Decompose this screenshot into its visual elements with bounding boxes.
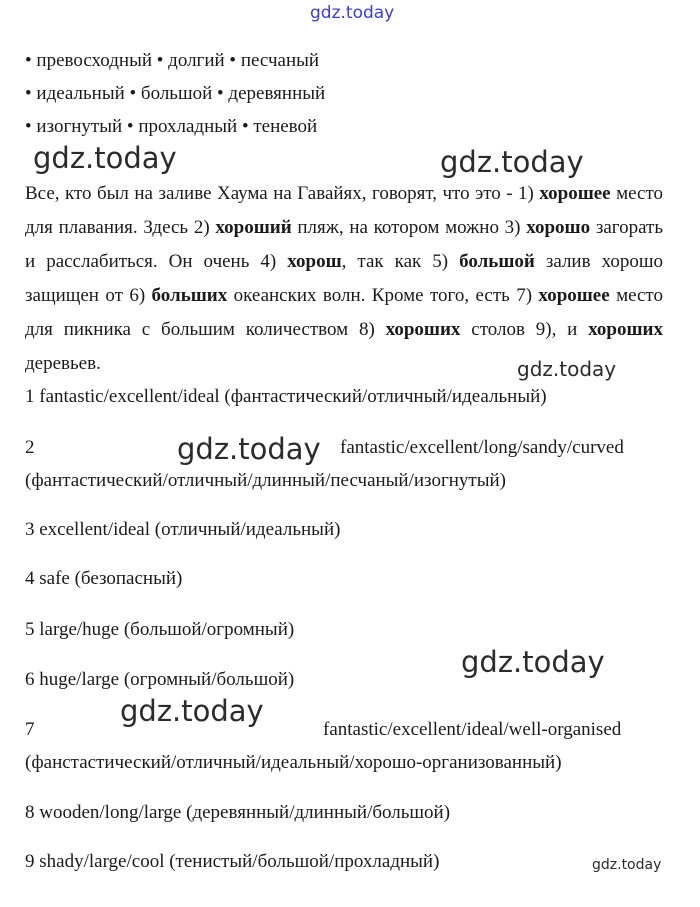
paragraph-bold: хорошее xyxy=(539,183,611,204)
paragraph-bold: больших xyxy=(151,285,228,306)
paragraph-text: Все, кто был на заливе Хаума на Гавайях, говорят, что это - 1) xyxy=(25,183,540,204)
paragraph-text: деревьев. xyxy=(25,353,101,374)
answer-7-translation: (фанстастический/отличный/идеальный/хорошо-организованный) xyxy=(25,752,562,773)
answer-4: 4 safe (безопасный) xyxy=(25,568,183,589)
answer-7-number: 7 xyxy=(25,719,35,740)
paragraph-text: , так как 5) xyxy=(341,251,460,272)
answer-9: 9 shady/large/cool (тенистый/большой/прохладный) xyxy=(25,851,440,872)
paragraph-text: океанских волн. Кроме того, есть 7) xyxy=(227,285,539,306)
answer-8: 8 wooden/long/large (деревянный/длинный/большой) xyxy=(25,802,451,823)
answer-3: 3 excellent/ideal (отличный/идеальный) xyxy=(25,519,341,540)
answer-1: 1 fantastic/excellent/ideal (фантастический/отличный/идеальный) xyxy=(25,386,547,407)
adjective-line: • превосходный • долгий • песчаный xyxy=(25,50,320,71)
watermark: gdz.today xyxy=(461,645,605,679)
paragraph-text: залив хорошо защищен от 6) xyxy=(25,251,664,306)
adjective-line: • изогнутый • прохладный • теневой xyxy=(25,116,318,137)
paragraph-text: столов 9), и xyxy=(460,319,589,340)
watermark: gdz.today xyxy=(177,432,321,466)
watermark: gdz.today xyxy=(517,357,617,381)
watermark: gdz.today xyxy=(440,145,584,179)
paragraph-bold: большой xyxy=(459,251,535,272)
watermark: gdz.today xyxy=(33,141,177,175)
adjective-list xyxy=(25,44,325,143)
paragraph-text: пляж, на котором можно 3) xyxy=(291,217,527,238)
answer-5: 5 large/huge (большой/огромный) xyxy=(25,619,295,640)
answer-2-words: fantastic/excellent/long/sandy/curved xyxy=(340,437,624,458)
paragraph-bold: хороший xyxy=(215,217,292,238)
watermark: gdz.today xyxy=(120,694,264,728)
paragraph-text: загорать и расслабиться. Он очень 4) xyxy=(25,217,663,272)
paragraph-bold: хороших xyxy=(588,319,663,340)
watermark: gdz.today xyxy=(592,857,662,873)
paragraph-bold: хорошо xyxy=(526,217,591,238)
translated-paragraph xyxy=(25,177,663,381)
paragraph-text: место для пикника с большим количеством 8) xyxy=(25,285,663,340)
paragraph-bold: хорошее xyxy=(538,285,610,306)
paragraph-bold: хороших xyxy=(385,319,461,340)
watermark-top: gdz.today xyxy=(310,3,395,23)
adjective-line: • идеальный • большой • деревянный xyxy=(25,83,326,104)
paragraph-text: место для плавания. Здесь 2) xyxy=(25,183,663,238)
answer-6: 6 huge/large (огромный/большой) xyxy=(25,669,295,690)
answer-7-words: fantastic/excellent/ideal/well-organised xyxy=(323,719,622,740)
answer-2-number: 2 xyxy=(25,437,35,458)
paragraph-bold: хорош xyxy=(287,251,342,272)
answer-2-translation: (фантастический/отличный/длинный/песчаный/изогнутый) xyxy=(25,470,506,491)
